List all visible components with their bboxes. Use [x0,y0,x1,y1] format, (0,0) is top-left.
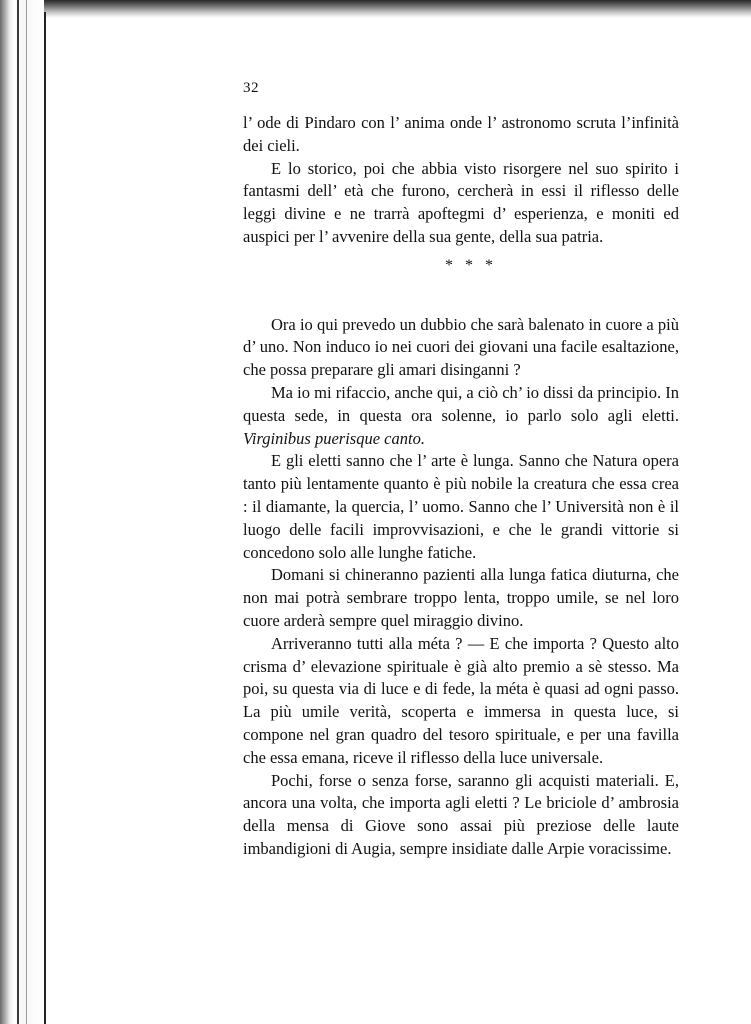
page-number: 32 [243,80,259,96]
scan-page-edge [44,12,46,1024]
latin-quote: Virginibus puerisque canto. [243,428,425,448]
paragraph [243,382,679,450]
paragraph: Arriveranno tutti alla méta ? — E che importa ? Questo alto crisma d’ elevazione spirituale è già alto premio a sè stesso. Ma poi, su questa via di luce e di fede, la méta è quasi ad ogni passo. La più umile verità, scoperta e immersa in questa luce, si compone nel gran quadro del tesoro spirituale, e per una favilla che essa emana, riceve il riflesso della luce universale. [243,633,679,767]
paragraph: l’ ode di Pindaro con l’ anima onde l’ astronomo scruta l’infinità dei cieli. [243,113,679,155]
paragraph-text: Ma io mi rifaccio, anche qui, a ciò ch’ io dissi da principio. In questa sede, in questa ora solenne, io parlo solo agli eletti. [243,382,679,425]
body-text [243,112,679,861]
scan-binding-shadow [0,0,44,1024]
scan-binding-line-secondary [26,0,27,1024]
paragraph: Pochi, forse o senza forse, saranno gli acquisti materiali. E, ancora una volta, che importa agli eletti ? Le briciole d’ ambrosia della mensa di Giove sono assai più preziose delle laute imbandigioni di Augia, sempre insidiate dalle Arpie voracissime. [243,770,679,858]
paragraph: E lo storico, poi che abbia visto risorgere nel suo spirito i fantasmi dell’ età che furono, cercherà in essi il riflesso delle leggi divine e ne trarrà apoftegmi d’ esperienza, e moniti ed auspici per l’ avvenire della sua gente, della sua patria. [243,158,679,246]
scan-top-edge [0,0,751,18]
paragraph: Domani si chineranno pazienti alla lunga fatica diuturna, che non mai potrà sembrare troppo lenta, troppo umile, se nel loro cuore arderà sempre quel miraggio divino. [243,565,679,630]
paragraph: E gli eletti sanno che l’ arte è lunga. Sanno che Natura opera tanto più lentamente quanto è più nobile la creatura che essa crea : il diamante, la quercia, l’ uomo. Sanno che l’ Università non è il luogo delle facili improvvisazioni, e che le grandi vittorie si concedono solo alle lunghe fatiche. [243,451,679,562]
scan-binding-line [17,0,19,1024]
section-separator: * * * [445,256,497,274]
paragraph: Ora io qui prevedo un dubbio che sarà balenato in cuore a più d’ uno. Non induco io nei cuori dei giovani una facile esaltazione, che possa preparare gli amari disinganni ? [243,314,679,380]
